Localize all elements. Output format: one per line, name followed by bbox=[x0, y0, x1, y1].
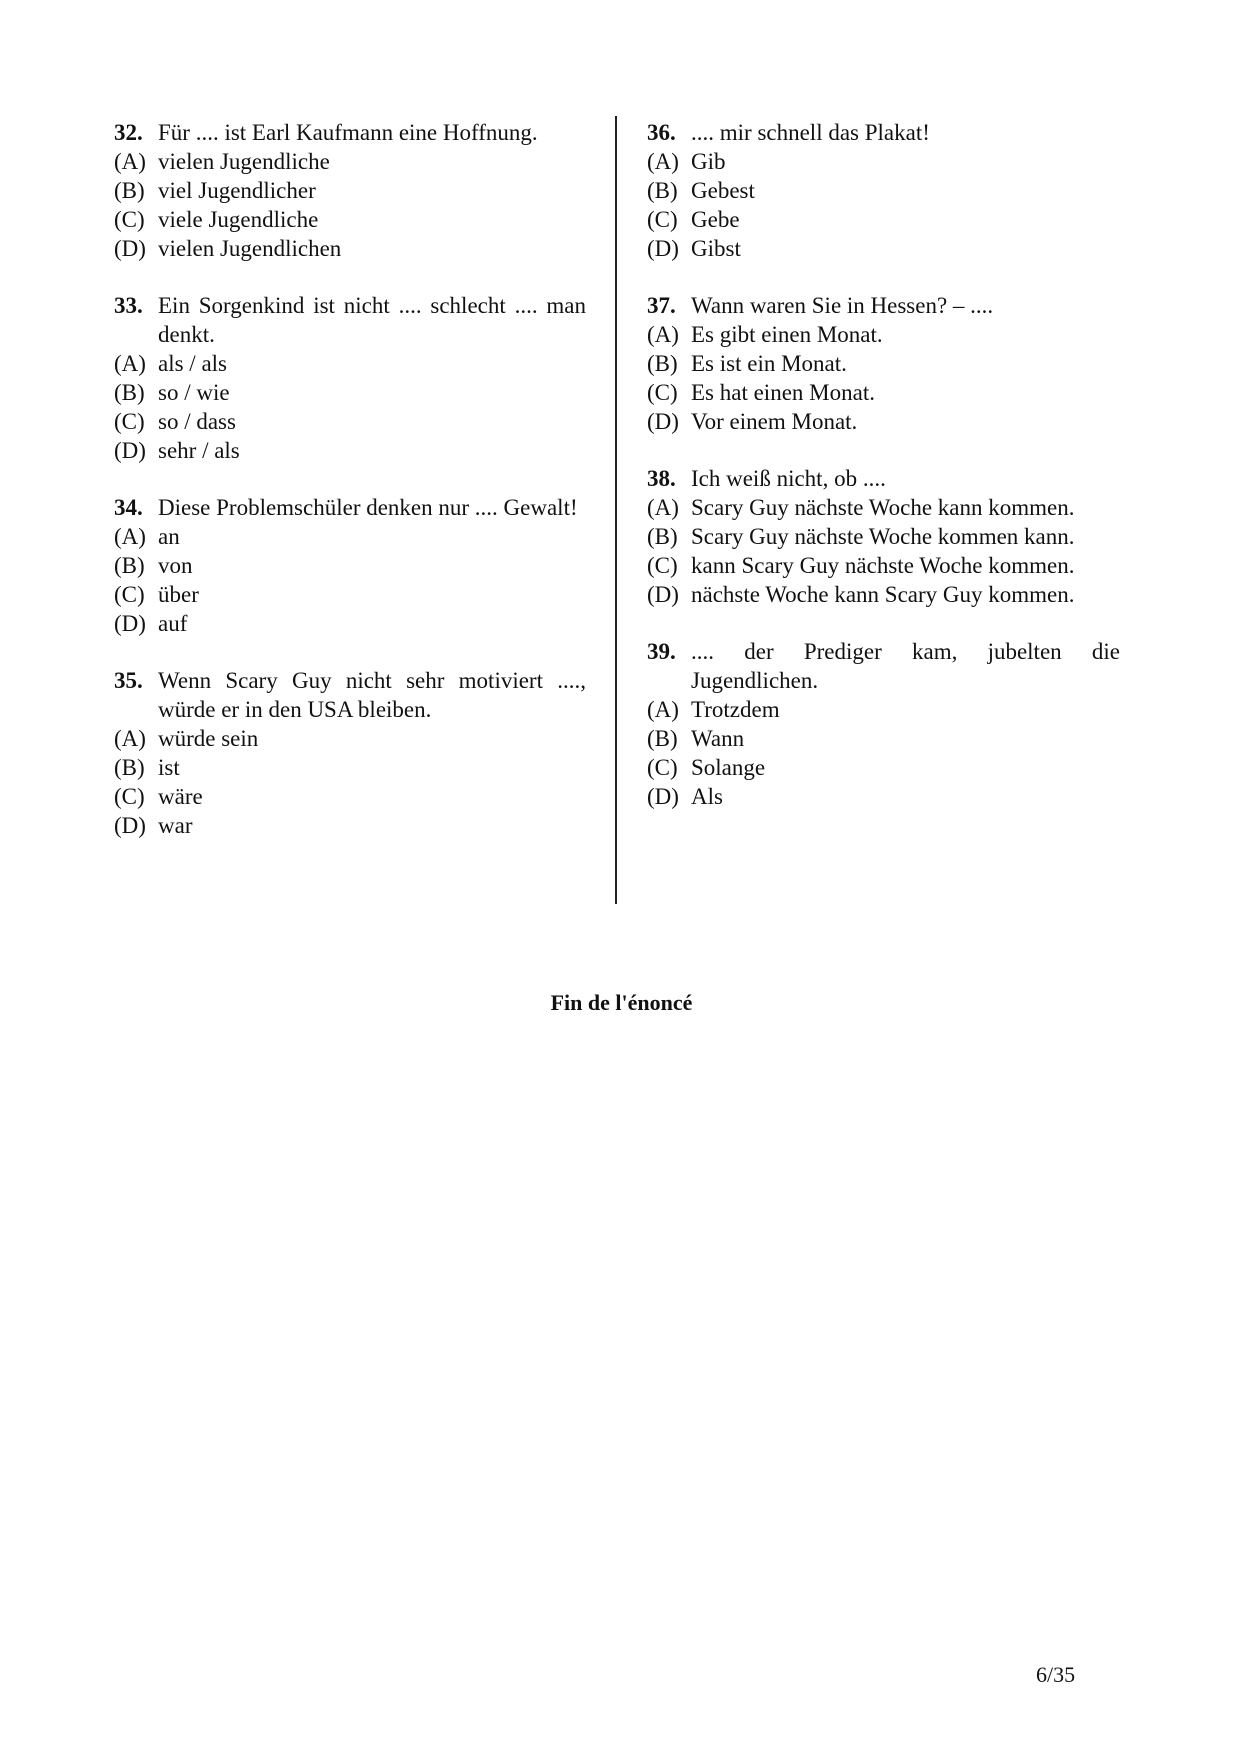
question-number: 38. bbox=[647, 466, 676, 491]
option-text: Gibst bbox=[691, 236, 741, 261]
option-text: würde sein bbox=[158, 726, 259, 751]
option-text: Als bbox=[691, 784, 723, 809]
option-letter: (A) bbox=[647, 322, 679, 347]
option-b bbox=[647, 522, 1120, 551]
question-36 bbox=[647, 118, 1120, 263]
question-header bbox=[114, 118, 586, 147]
option-text: über bbox=[158, 582, 199, 607]
option-letter: (B) bbox=[647, 524, 678, 549]
option-b bbox=[114, 176, 586, 205]
question-header bbox=[114, 493, 586, 522]
option-text: viel Jugendlicher bbox=[158, 178, 316, 203]
question-number: 39. bbox=[647, 639, 676, 664]
question-header bbox=[647, 637, 1120, 695]
option-text: als / als bbox=[158, 351, 227, 376]
option-text: sehr / als bbox=[158, 438, 240, 463]
question-35 bbox=[114, 666, 586, 840]
question-text: Wenn Scary Guy nicht sehr motiviert ...., würde er in den USA bleiben. bbox=[158, 668, 586, 722]
option-letter: (A) bbox=[647, 697, 679, 722]
option-text: Wann bbox=[691, 726, 745, 751]
option-text: Es gibt einen Monat. bbox=[691, 322, 883, 347]
option-text: Scary Guy nächste Woche kommen kann. bbox=[691, 524, 1075, 549]
option-text: Gebest bbox=[691, 178, 755, 203]
option-c bbox=[114, 580, 586, 609]
option-a bbox=[114, 522, 586, 551]
option-b bbox=[114, 753, 586, 782]
option-letter: (B) bbox=[647, 178, 678, 203]
question-text: Ein Sorgenkind ist nicht .... schlecht .... man denkt. bbox=[158, 293, 586, 347]
question-header bbox=[114, 291, 586, 349]
left-column bbox=[114, 118, 586, 868]
option-letter: (A) bbox=[114, 351, 146, 376]
option-text: Es hat einen Monat. bbox=[691, 380, 875, 405]
option-text: Scary Guy nächste Woche kann kommen. bbox=[691, 495, 1075, 520]
option-a bbox=[114, 724, 586, 753]
option-b bbox=[647, 724, 1120, 753]
option-letter: (B) bbox=[647, 351, 678, 376]
option-d bbox=[114, 436, 586, 465]
option-letter: (C) bbox=[114, 784, 145, 809]
question-33 bbox=[114, 291, 586, 465]
option-text: Es ist ein Monat. bbox=[691, 351, 847, 376]
option-text: Vor einem Monat. bbox=[691, 409, 858, 434]
option-letter: (C) bbox=[647, 207, 678, 232]
question-38 bbox=[647, 464, 1120, 609]
option-a bbox=[647, 493, 1120, 522]
option-text: wäre bbox=[158, 784, 203, 809]
option-text: so / dass bbox=[158, 409, 236, 434]
option-letter: (C) bbox=[647, 755, 678, 780]
option-letter: (C) bbox=[647, 553, 678, 578]
option-letter: (B) bbox=[647, 726, 678, 751]
option-letter: (A) bbox=[114, 726, 146, 751]
question-text: .... der Prediger kam, jubelten die Jugendlichen. bbox=[691, 639, 1120, 693]
option-text: Solange bbox=[691, 755, 766, 780]
option-letter: (A) bbox=[647, 149, 679, 174]
option-letter: (C) bbox=[114, 409, 145, 434]
option-c bbox=[647, 378, 1120, 407]
option-c bbox=[647, 551, 1120, 580]
option-letter: (D) bbox=[114, 813, 146, 838]
option-text: vielen Jugendliche bbox=[158, 149, 330, 174]
option-a bbox=[647, 147, 1120, 176]
option-text: Gebe bbox=[691, 207, 740, 232]
option-letter: (B) bbox=[114, 553, 145, 578]
question-number: 35. bbox=[114, 668, 143, 693]
question-39 bbox=[647, 637, 1120, 811]
right-column bbox=[647, 118, 1120, 839]
option-letter: (D) bbox=[114, 236, 146, 261]
option-letter: (B) bbox=[114, 755, 145, 780]
question-number: 32. bbox=[114, 120, 143, 145]
question-header bbox=[114, 666, 586, 724]
option-c bbox=[114, 205, 586, 234]
option-letter: (D) bbox=[647, 784, 679, 809]
question-37 bbox=[647, 291, 1120, 436]
option-text: war bbox=[158, 813, 193, 838]
option-d bbox=[647, 580, 1120, 609]
question-34 bbox=[114, 493, 586, 638]
option-d bbox=[647, 782, 1120, 811]
question-text: Für .... ist Earl Kaufmann eine Hoffnung. bbox=[158, 120, 538, 145]
question-header bbox=[647, 464, 1120, 493]
option-letter: (C) bbox=[647, 380, 678, 405]
option-text: vielen Jugendlichen bbox=[158, 236, 342, 261]
question-number: 36. bbox=[647, 120, 676, 145]
column-divider bbox=[615, 116, 617, 904]
question-header bbox=[647, 118, 1120, 147]
question-header bbox=[647, 291, 1120, 320]
option-d bbox=[114, 609, 586, 638]
option-d bbox=[647, 234, 1120, 263]
option-text: Trotzdem bbox=[691, 697, 780, 722]
option-letter: (A) bbox=[114, 524, 146, 549]
option-a bbox=[114, 147, 586, 176]
question-32 bbox=[114, 118, 586, 263]
question-text: Wann waren Sie in Hessen? – .... bbox=[691, 293, 994, 318]
question-text: Ich weiß nicht, ob .... bbox=[691, 466, 886, 491]
question-number: 37. bbox=[647, 293, 676, 318]
option-letter: (D) bbox=[114, 611, 146, 636]
option-letter: (A) bbox=[114, 149, 146, 174]
question-text: Diese Problemschüler denken nur .... Gewalt! bbox=[158, 495, 578, 520]
option-letter: (A) bbox=[647, 495, 679, 520]
option-letter: (B) bbox=[114, 178, 145, 203]
option-letter: (D) bbox=[647, 236, 679, 261]
option-b bbox=[647, 349, 1120, 378]
end-of-statement-title: Fin de l'énoncé bbox=[550, 990, 693, 1015]
option-c bbox=[114, 782, 586, 811]
option-text: ist bbox=[158, 755, 180, 780]
option-c bbox=[647, 205, 1120, 234]
option-a bbox=[647, 695, 1120, 724]
question-number: 33. bbox=[114, 293, 143, 318]
option-text: viele Jugendliche bbox=[158, 207, 319, 232]
option-a bbox=[114, 349, 586, 378]
question-text: .... mir schnell das Plakat! bbox=[691, 120, 930, 145]
option-text: Gib bbox=[691, 149, 726, 174]
option-text: kann Scary Guy nächste Woche kommen. bbox=[691, 553, 1075, 578]
option-text: an bbox=[158, 524, 180, 549]
option-b bbox=[647, 176, 1120, 205]
option-letter: (D) bbox=[114, 438, 146, 463]
option-c bbox=[647, 753, 1120, 782]
option-text: auf bbox=[158, 611, 188, 636]
option-letter: (C) bbox=[114, 207, 145, 232]
option-d bbox=[647, 407, 1120, 436]
option-c bbox=[114, 407, 586, 436]
option-text: so / wie bbox=[158, 380, 230, 405]
option-text: von bbox=[158, 553, 193, 578]
option-letter: (B) bbox=[114, 380, 145, 405]
option-text: nächste Woche kann Scary Guy kommen. bbox=[691, 582, 1075, 607]
option-d bbox=[114, 234, 586, 263]
question-number: 34. bbox=[114, 495, 143, 520]
page-number: 6/35 bbox=[1036, 1662, 1076, 1687]
option-b bbox=[114, 551, 586, 580]
option-d bbox=[114, 811, 586, 840]
option-letter: (D) bbox=[647, 409, 679, 434]
option-letter: (C) bbox=[114, 582, 145, 607]
option-letter: (D) bbox=[647, 582, 679, 607]
option-b bbox=[114, 378, 586, 407]
option-a bbox=[647, 320, 1120, 349]
